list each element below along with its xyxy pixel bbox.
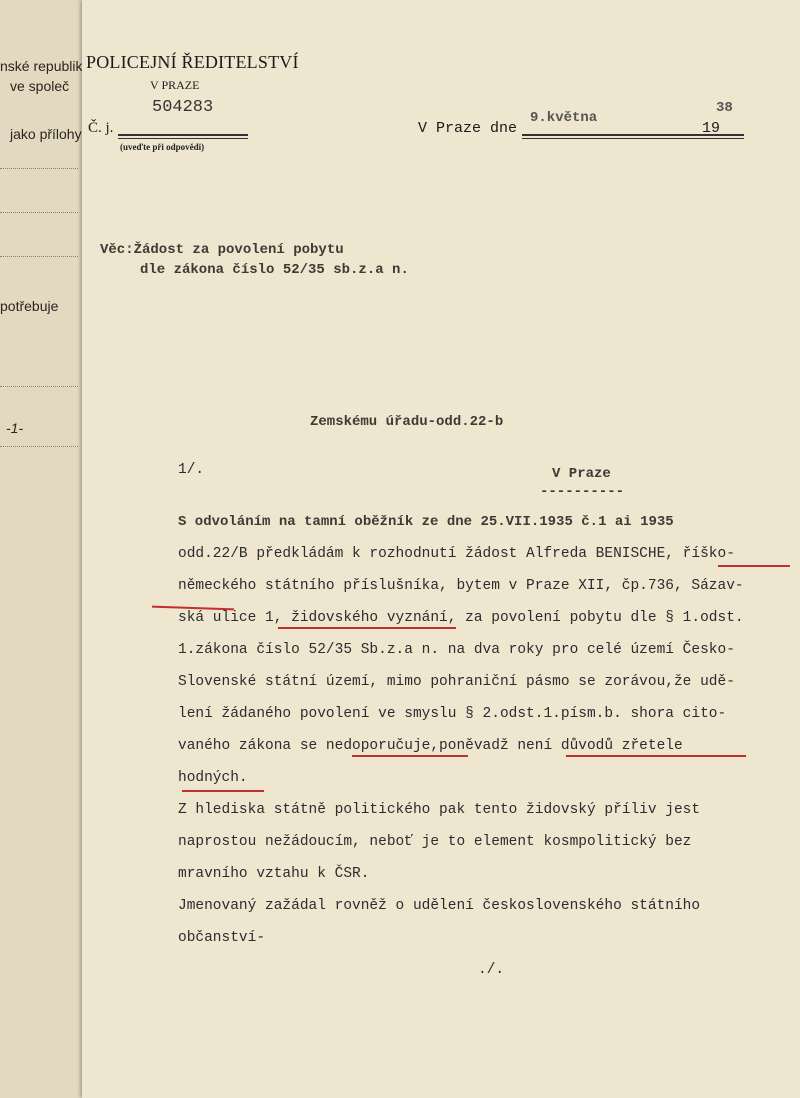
dotted-rule xyxy=(0,386,78,387)
body-line: lení žádaného povolení ve smyslu § 2.odst.1.písm.b. shora cito- xyxy=(178,706,727,722)
reference-label: Č. j. xyxy=(88,120,114,136)
dotted-rule xyxy=(0,256,78,257)
reference-rule xyxy=(118,138,248,139)
body-line: odd.22/B předkládám k rozhodnutí žádost Alfreda BENISCHE, říško- xyxy=(178,546,735,562)
dotted-rule xyxy=(0,168,78,169)
subject-line: dle zákona číslo 52/35 sb.z.a n. xyxy=(140,262,409,278)
red-underline xyxy=(718,565,790,567)
dotted-rule xyxy=(0,212,78,213)
date-rule xyxy=(522,138,744,139)
reference-number: 504283 xyxy=(152,98,214,117)
red-underline xyxy=(566,755,746,757)
body-line: hodných. xyxy=(178,770,248,786)
enclosure-mark: 1/. xyxy=(178,462,205,478)
body-line: Slovenské státní území, mimo pohraniční pásmo se zorávou,že udě- xyxy=(178,674,735,690)
body-line: německého státního příslušníka, bytem v Praze XII, čp.736, Sázav- xyxy=(178,578,744,594)
body-line: 1.zákona číslo 52/35 Sb.z.a n. na dva roky pro celé území Česko- xyxy=(178,642,735,658)
underpage-fragment: jako přílohy xyxy=(10,126,82,142)
reference-rule xyxy=(118,134,248,136)
authority-name: POLICEJNÍ ŘEDITELSTVÍ xyxy=(86,52,299,72)
continuation-mark: ./. xyxy=(478,962,505,978)
underpage-fragment: -1- xyxy=(6,420,24,436)
body-line: Jmenovaný zažádal rovněž o udělení československého státního xyxy=(178,898,701,914)
letter-page xyxy=(82,0,800,1098)
body-line: mravního vztahu k ČSR. xyxy=(178,866,370,882)
subject-line: Věc:Žádost za povolení pobytu xyxy=(100,242,344,258)
body-line: ská ulice 1, židovského vyznání, za povolení pobytu dle § 1.odst. xyxy=(178,610,744,626)
dotted-rule xyxy=(0,446,78,447)
red-underline xyxy=(182,790,264,792)
body-line: vaného zákona se nedoporučuje,poněvadž není důvodů zřetele xyxy=(178,738,683,754)
year-label: 19 xyxy=(702,120,721,137)
addressee-city: V Praze xyxy=(552,466,611,482)
underpage-fragment: nské republik xyxy=(0,58,83,74)
underpage-fragment: ve společ xyxy=(10,78,70,94)
body-line: naprostou nežádoucím, neboť je to element kosmpolitický bez xyxy=(178,834,692,850)
place-date-label: V Praze dne xyxy=(418,120,518,137)
body-line: občanství- xyxy=(178,930,266,946)
body-line: S odvoláním na tamní oběžník ze dne 25.VII.1935 č.1 ai 1935 xyxy=(178,514,674,530)
body-line: Z hlediska státně politického pak tento židovský příliv jest xyxy=(178,802,701,818)
authority-city: V PRAZE xyxy=(150,78,200,92)
year-value: 38 xyxy=(716,100,733,116)
underpage-fragment: potřebuje xyxy=(0,298,59,314)
reference-note: (uveďte při odpovědi) xyxy=(120,142,205,152)
addressee-office: Zemskému úřadu-odd.22-b xyxy=(310,414,504,430)
addressee-city-rule: ---------- xyxy=(540,484,625,500)
red-underline xyxy=(352,755,468,757)
red-underline xyxy=(278,627,456,629)
date-value: 9.května xyxy=(530,110,598,126)
